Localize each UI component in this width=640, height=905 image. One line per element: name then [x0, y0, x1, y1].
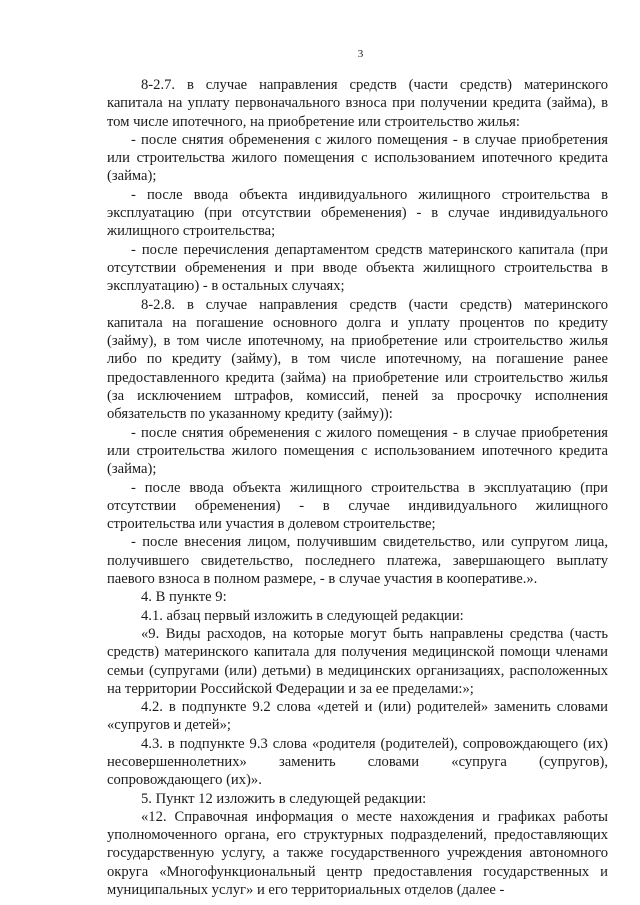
paragraph-item-4-3: 4.3. в подпункте 9.3 слова «родителя (родителей), сопровождающего (их) несовершеннолетних» заменить словами «супруга (супругов), сопровождающего (их)». [107, 735, 608, 789]
paragraph-item-4-2: 4.2. в подпункте 9.2 слова «детей и (или) родителей» заменить словами «супругов и детей»; [107, 699, 608, 734]
paragraph-bullet: - после снятия обременения с жилого помещения - в случае приобретения или строительства жилого помещения с использованием ипотечного кредита (займа); [107, 424, 608, 478]
paragraph-8-2-7: 8-2.7. в случае направления средств (части средств) материнского капитала на уплату первоначального взноса при получении кредита (займа), в том числе ипотечного, на приобретение или строительство жилья: [107, 77, 608, 130]
paragraph-bullet: - после снятия обременения с жилого помещения - в случае приобретения или строительства жилого помещения с использованием ипотечного кредита (займа); [107, 131, 608, 185]
paragraph-item-4: 4. В пункте 9: [141, 589, 227, 606]
paragraph-quote-9: «9. Виды расходов, на которые могут быть направлены средства (часть средств) материнского капитала для получения медицинской помощи членами семьи (супругами (или) детьми) в медицинских организациях, расположенных на территории Российской Федерации и за ее пределами:»; [107, 625, 608, 697]
paragraph-8-2-8: 8-2.8. в случае направления средств (части средств) материнского капитала на погашение основного долга и уплату процентов по кредиту (займу), в том числе ипотечному, на приобретение или строительство жилья либо по кредиту (займу), в том числе ипотечному, на погашение ранее предоставленного кредита (займа) на приобретение или строительство жилья (за исключением штрафов, комиссий, пеней за просрочку исполнения обязательств по указанному кредиту (займу)): [107, 296, 608, 423]
paragraph-bullet: - после ввода объекта индивидуального жилищного строительства в эксплуатацию (при отсутствии обременения) - в случае индивидуального жилищного строительства; [107, 186, 608, 240]
page-number: 3 [357, 48, 364, 60]
paragraph-item-5: 5. Пункт 12 изложить в следующей редакции: [141, 790, 427, 807]
paragraph-bullet: - после внесения лицом, получившим свидетельство, или супругом лица, получившего свидетельство, последнего платежа, завершающего выплату паевого взноса в полном размере, - в случае участия в кооперативе.». [107, 534, 608, 588]
paragraph-item-4-1: 4.1. абзац первый изложить в следующей редакции: [141, 607, 464, 624]
paragraph-quote-12: «12. Справочная информация о месте нахождения и графиках работы уполномоченного органа, его структурных подразделений, предоставляющих государственную услугу, а также государственного учреждения автономного округа «Многофункциональный центр предоставления государственных и муниципальных услуг» и его территориальных отделов (далее - [107, 808, 608, 899]
paragraph-bullet: - после перечисления департаментом средств материнского капитала (при отсутствии обременения и при вводе объекта жилищного строительства в эксплуатацию) - в остальных случаях; [107, 241, 608, 295]
paragraph-bullet: - после ввода объекта жилищного строительства в эксплуатацию (при отсутствии обременения) - в случае индивидуального жилищного строительства или участия в долевом строительстве; [107, 479, 608, 533]
